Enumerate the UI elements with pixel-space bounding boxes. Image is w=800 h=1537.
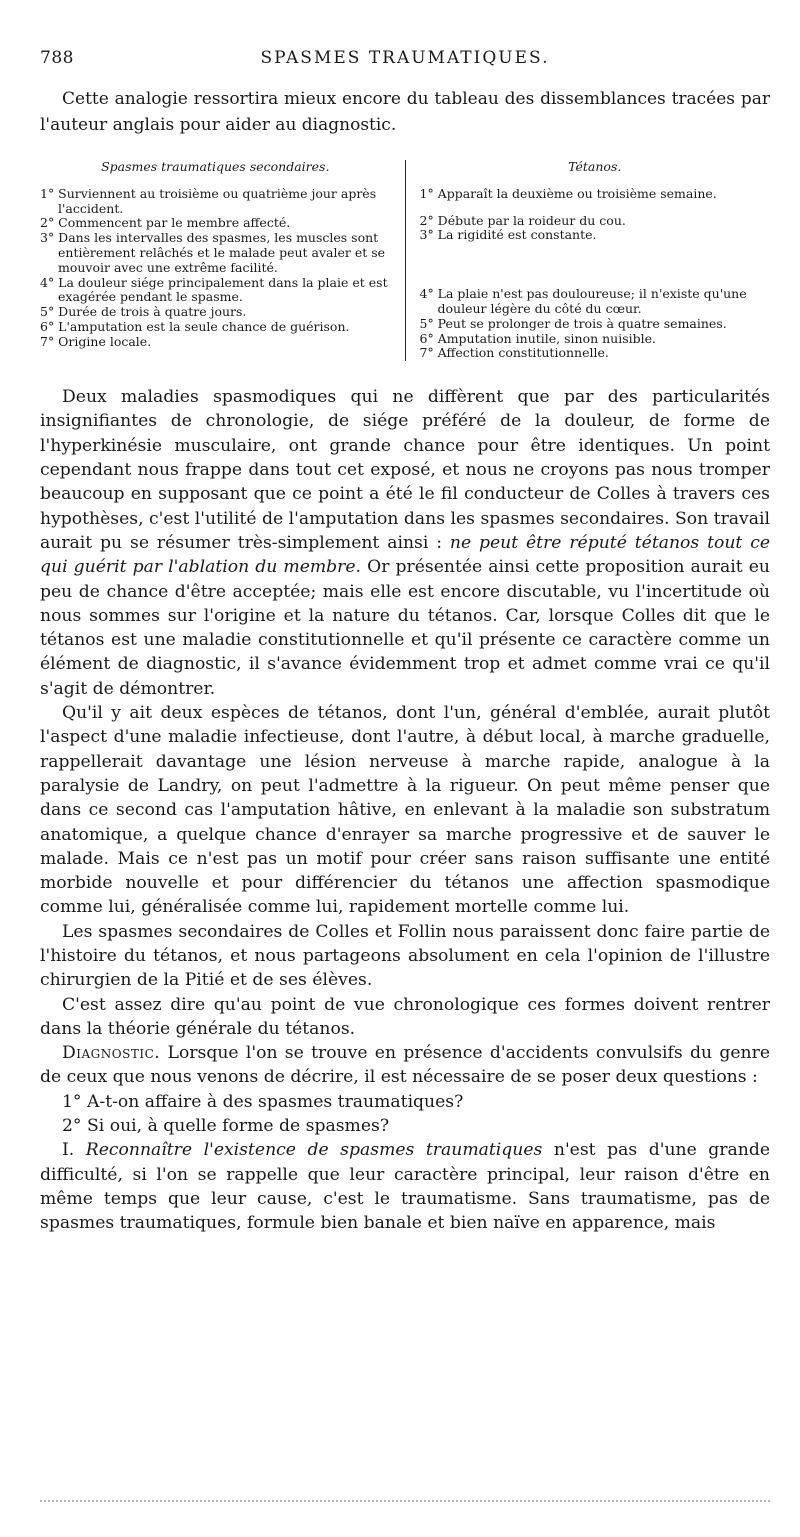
paragraph: I. Reconnaître l'existence de spasmes traumatiques n'est pas d'une grande difficulté, si l'on se rappelle que leur caractère principal, leur raison d'être en même temps que leur cause, c'est le traumatisme. Sans traumatisme, pas de spasmes traumatiques, formule bien banale et bien naïve en apparence, mais xyxy=(40,1140,771,1234)
italic-heading: Reconnaître l'existence de spasmes traumatiques xyxy=(85,1140,543,1161)
table-row: 5° Durée de trois à quatre jours. xyxy=(40,304,247,320)
body-text xyxy=(40,385,770,1235)
table-column-tetanos xyxy=(406,160,771,361)
paragraph: C'est assez dire qu'au point de vue chronologique ces formes doivent rentrer dans la théorie générale du tétanos. xyxy=(40,994,770,1039)
paragraph: Qu'il y ait deux espèces de tétanos, dont l'un, général d'emblée, aurait plutôt l'aspect d'une maladie infectieuse, dont l'autre, à début local, à marche graduelle, rappellerait davantage une lésion nerveuse à marche rapide, analogue à la paralysie de Landry, on peut l'admettre à la rigueur. On peut même penser que dans ce second cas l'amputation hâtive, en enlevant à la maladie son substratum anatomique, a quelque chance d'enrayer sa marche progressive et de sauver le malade. Mais ce n'est pas un motif pour créer sans raison suffisante une entité morbide nouvelle et pour différencier du tétanos une affection spasmodique comme lui, généralisée comme lui, rapidement mortelle comme lui. xyxy=(40,703,770,918)
column-title-spasmes: Spasmes traumatiques secondaires. xyxy=(101,159,330,174)
table-column-spasmes xyxy=(40,160,406,361)
table-row: 6° Amputation inutile, sinon nuisible. xyxy=(419,330,657,346)
table-row: 7° Origine locale. xyxy=(40,333,152,349)
table-row: 7° Affection constitutionnelle. xyxy=(419,345,609,361)
section-label-diagnostic: Diagnostic. xyxy=(62,1043,161,1064)
paragraph: Les spasmes secondaires de Colles et Follin nous paraissent donc faire partie de l'histoire du tétanos, et nous partageons absolument en cela l'opinion de l'illustre chirurgien de la Pitié et de ses élèves. xyxy=(40,921,770,991)
question-1: 1° A-t-on affaire à des spasmes traumatiques? xyxy=(62,1091,464,1112)
table-row: 6° L'amputation est la seule chance de guérison. xyxy=(40,318,350,334)
question-2: 2° Si oui, à quelle forme de spasmes? xyxy=(62,1116,390,1137)
book-page xyxy=(40,48,770,1236)
table-row: 2° Débute par la roideur du cou. xyxy=(419,212,626,228)
table-row: 1° Surviennent au troisième ou quatrième jour après l'accident. xyxy=(40,185,377,216)
table-row: 5° Peut se prolonger de trois à quatre semaines. xyxy=(419,315,727,331)
table-row: 1° Apparaît la deuxième ou troisième semaine. xyxy=(419,185,717,201)
running-title: SPASMES TRAUMATIQUES. xyxy=(260,48,550,68)
table-row: 3° La rigidité est constante. xyxy=(419,227,597,243)
italic-proposition: ne peut être réputé tétanos tout ce qui guérit par l'ablation du membre. xyxy=(40,532,770,578)
column-title-tetanos: Tétanos. xyxy=(568,159,622,174)
table-row: 3° Dans les intervalles des spasmes, les muscles sont entièrement relâchés et le malade peut avaler et se mouvoir avec une extrême facilité. xyxy=(40,230,386,275)
page-header xyxy=(40,48,770,82)
comparison-table xyxy=(40,160,770,361)
footer-rule xyxy=(40,1500,770,1504)
table-row: 2° Commencent par le membre affecté. xyxy=(40,215,291,231)
table-row: 4° La plaie n'est pas douloureuse; il n'existe qu'une douleur légère du côté du cœur. xyxy=(419,286,747,316)
paragraph: Deux maladies spasmodiques qui ne diffèrent que par des particularités insignifiantes de chronologie, de siége préféré de la douleur, de forme de l'hyperkinésie musculaire, ont grande chance pour être identiques. Un point cependant nous frappe dans tout cet exposé, et nous ne croyons pas nous tromper beaucoup en supposant que ce point a été le fil conducteur de Colles à travers ces hypothèses, c'est l'utilité de l'amputation dans les spasmes secondaires. Son travail aurait pu se résumer très-simplement ainsi : ne peut être réputé tétanos tout ce qui guérit par l'ablation du membre. Or présentée ainsi cette proposition aurait eu peu de chance d'être acceptée; mais elle est encore discutable, vu l'incertitude où nous sommes sur l'origine et la nature du tétanos. Car, lorsque Colles dit que le tétanos est une maladie constitutionnelle et qu'il présente ce caractère comme un élément de diagnostic, il s'avance évidemment trop et admet comme vrai ce qu'il s'agit de démontrer. xyxy=(40,387,770,699)
page-number: 788 xyxy=(40,48,74,68)
diagnostic-paragraph: Diagnostic. Lorsque l'on se trouve en présence d'accidents convulsifs du genre de ceux que nous venons de décrire, il est nécessaire de se poser deux questions : xyxy=(40,1043,770,1088)
intro-paragraph: Cette analogie ressortira mieux encore du tableau des dissemblances tracées par l'auteur anglais pour aider au diagnostic. xyxy=(40,89,770,135)
table-row: 4° La douleur siége principalement dans la plaie et est exagérée pendant le spasme. xyxy=(40,274,388,305)
